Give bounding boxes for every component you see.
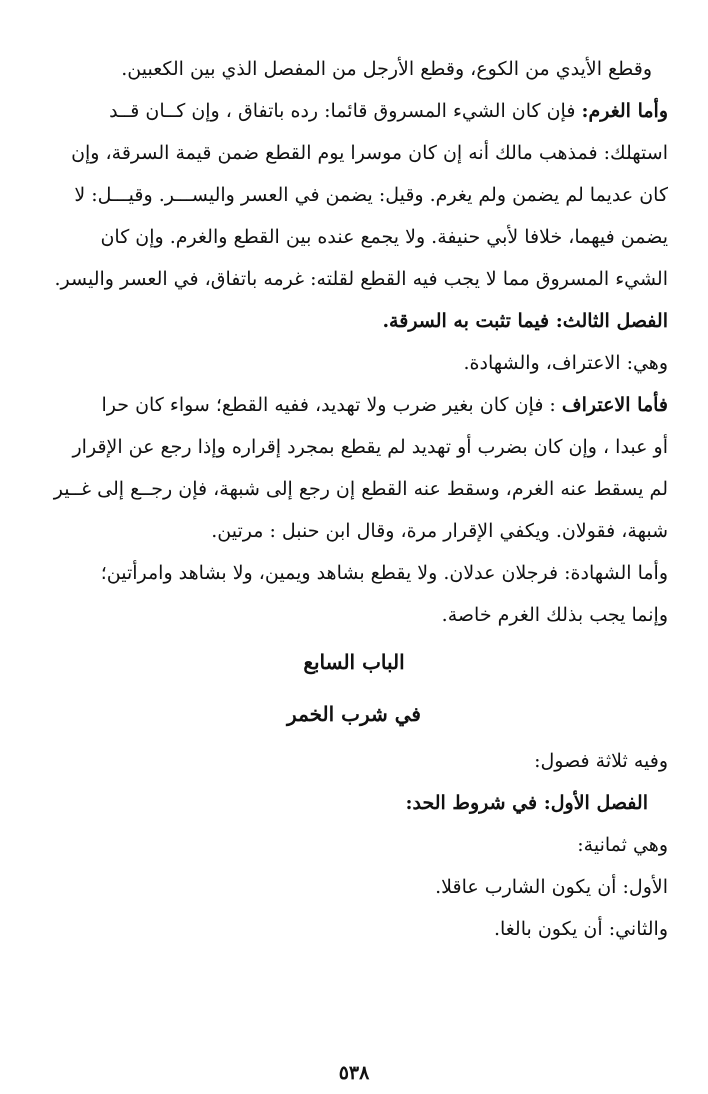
label-fasl1: الفصل الأول: [543,792,648,814]
text-line: الشيء المسروق مما لا يجب فيه القطع لقلته: غرمه باتفاق، في العسر واليسر. [54,268,668,290]
chapter-number: الباب السابع [303,650,405,674]
line-text: فإن كان الشيء المسروق قائما: رده باتفاق ، وإن كــان قــد [109,100,576,122]
text-line [40,90,668,132]
text-line: وهي ثمانية: [577,834,668,856]
text-line: أو عبدا ، وإن كان بضرب أو تهديد لم يقطع بمجرد إقراره وإذا رجع عن الإقرار [72,436,668,458]
section-title: في شروط الحد: [405,792,538,814]
page-number: ٥٣٨ [338,1062,370,1084]
section-heading [40,782,668,824]
text-line: وفيه ثلاثة فصول: [534,750,668,772]
text-line: يضمن فيهما، خلافا لأبي حنيفة. ولا يجمع عنده بين القطع والغرم. وإن كان [100,226,668,248]
chapter-title: في شرب الخمر [287,702,421,726]
text-line: وهي: الاعتراف، والشهادة. [463,352,668,374]
text-line: لم يسقط عنه الغرم، وسقط عنه القطع إن رجع إلى شبهة، فإن رجــع إلى غــير [53,478,668,500]
text-line: وأما الشهادة: فرجلان عدلان. ولا يقطع بشاهد ويمين، ولا بشاهد وامرأتين؛ [100,562,668,584]
label-itiraf: فأما الاعتراف [561,394,668,416]
text-line: كان عديما لم يضمن ولم يغرم. وقيل: يضمن في العسر واليســـر. وقيـــل: لا [74,184,668,206]
label-fasl3: الفصل الثالث: [555,310,668,332]
document-page [40,48,668,950]
text-line: والثاني: أن يكون بالغا. [493,918,668,940]
label-ghurm: وأما الغرم: [581,100,668,122]
text-line: وقطع الأيدي من الكوع، وقطع الأرجل من المفصل الذي بين الكعبين. [121,58,652,80]
text-line: وإنما يجب بذلك الغرم خاصة. [441,604,668,626]
text-line: استهلك: فمذهب مالك أنه إن كان موسرا يوم القطع ضمن قيمة السرقة، وإن [71,142,668,164]
section-heading [40,300,668,342]
text-line: شبهة، فقولان. ويكفي الإقرار مرة، وقال ابن حنبل : مرتين. [211,520,668,542]
text-line: الأول: أن يكون الشارب عاقلا. [435,876,668,898]
section-title: فيما تثبت به السرقة. [382,310,550,332]
text-line [40,384,668,426]
line-text: : فإن كان بغير ضرب ولا تهديد، ففيه القطع؛ سواء كان حرا [101,394,556,416]
